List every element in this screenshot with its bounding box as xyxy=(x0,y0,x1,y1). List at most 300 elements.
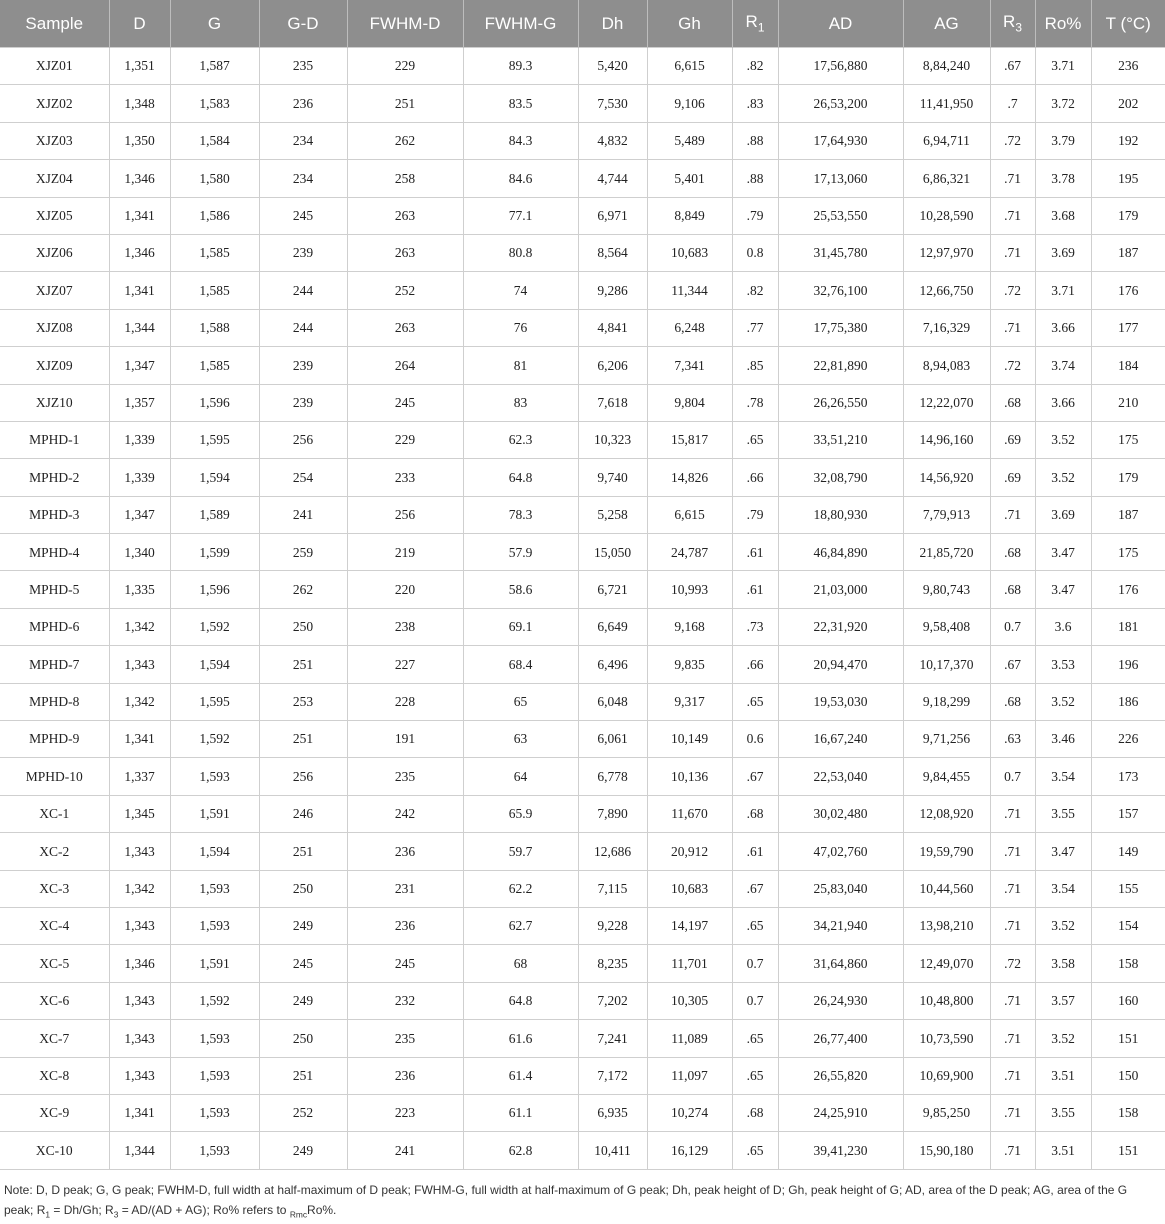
sample-cell: MPHD-1 xyxy=(0,421,109,458)
table-cell: .65 xyxy=(732,1132,778,1169)
table-cell: 234 xyxy=(259,160,347,197)
table-cell: 3.53 xyxy=(1035,646,1091,683)
table-cell: .72 xyxy=(990,347,1035,384)
table-cell: 1,343 xyxy=(109,833,170,870)
table-cell: 181 xyxy=(1091,608,1165,645)
table-cell: 241 xyxy=(347,1132,463,1169)
table-cell: 1,596 xyxy=(170,571,259,608)
table-cell: 74 xyxy=(463,272,578,309)
table-cell: 78.3 xyxy=(463,496,578,533)
table-cell: 7,172 xyxy=(578,1057,647,1094)
table-cell: 177 xyxy=(1091,309,1165,346)
column-header: Gh xyxy=(647,0,732,48)
table-cell: 18,80,930 xyxy=(778,496,903,533)
table-cell: 1,335 xyxy=(109,571,170,608)
table-cell: .85 xyxy=(732,347,778,384)
table-cell: 7,341 xyxy=(647,347,732,384)
table-cell: .61 xyxy=(732,534,778,571)
table-cell: 9,84,455 xyxy=(903,758,990,795)
table-row xyxy=(0,234,1165,271)
table-cell: 80.8 xyxy=(463,234,578,271)
table-cell: 259 xyxy=(259,534,347,571)
table-cell: 195 xyxy=(1091,160,1165,197)
table-cell: 12,66,750 xyxy=(903,272,990,309)
table-cell: 9,317 xyxy=(647,683,732,720)
table-cell: 25,83,040 xyxy=(778,870,903,907)
table-cell: 76 xyxy=(463,309,578,346)
table-cell: 4,744 xyxy=(578,160,647,197)
column-header: AD xyxy=(778,0,903,48)
table-cell: 6,721 xyxy=(578,571,647,608)
table-cell: 6,615 xyxy=(647,496,732,533)
sample-cell: XC-1 xyxy=(0,795,109,832)
table-cell: 61.6 xyxy=(463,1020,578,1057)
table-cell: 1,342 xyxy=(109,608,170,645)
table-cell: 5,258 xyxy=(578,496,647,533)
table-cell: 3.79 xyxy=(1035,122,1091,159)
table-cell: 1,342 xyxy=(109,683,170,720)
table-cell: 20,94,470 xyxy=(778,646,903,683)
table-cell: 9,835 xyxy=(647,646,732,683)
sample-cell: MPHD-8 xyxy=(0,683,109,720)
column-header: D xyxy=(109,0,170,48)
table-cell: 235 xyxy=(259,48,347,85)
table-cell: 9,168 xyxy=(647,608,732,645)
table-cell: 235 xyxy=(347,1020,463,1057)
table-row xyxy=(0,384,1165,421)
table-cell: .71 xyxy=(990,234,1035,271)
table-cell: 1,347 xyxy=(109,496,170,533)
table-cell: 3.51 xyxy=(1035,1057,1091,1094)
table-cell: 10,305 xyxy=(647,982,732,1019)
table-cell: 250 xyxy=(259,608,347,645)
table-cell: 175 xyxy=(1091,534,1165,571)
table-row xyxy=(0,721,1165,758)
table-cell: 1,592 xyxy=(170,982,259,1019)
column-header: $R_3$ xyxy=(990,0,1035,48)
table-cell: 7,79,913 xyxy=(903,496,990,533)
table-cell: .88 xyxy=(732,160,778,197)
table-cell: 64.8 xyxy=(463,982,578,1019)
table-row xyxy=(0,758,1165,795)
table-cell: 61.1 xyxy=(463,1094,578,1131)
table-cell: 263 xyxy=(347,234,463,271)
table-cell: 1,595 xyxy=(170,683,259,720)
table-cell: .65 xyxy=(732,1020,778,1057)
table-cell: 0.7 xyxy=(732,982,778,1019)
table-cell: .69 xyxy=(990,421,1035,458)
table-cell: 151 xyxy=(1091,1020,1165,1057)
table-cell: 1,593 xyxy=(170,758,259,795)
table-cell: .77 xyxy=(732,309,778,346)
table-cell: 3.74 xyxy=(1035,347,1091,384)
table-cell: 84.3 xyxy=(463,122,578,159)
table-cell: 10,683 xyxy=(647,870,732,907)
table-cell: 3.58 xyxy=(1035,945,1091,982)
table-cell: 62.3 xyxy=(463,421,578,458)
table-cell: .66 xyxy=(732,459,778,496)
table-cell: 1,583 xyxy=(170,85,259,122)
table-cell: 1,593 xyxy=(170,907,259,944)
table-cell: 0.7 xyxy=(732,945,778,982)
table-cell: 1,343 xyxy=(109,982,170,1019)
table-cell: .71 xyxy=(990,907,1035,944)
table-cell: 24,787 xyxy=(647,534,732,571)
table-cell: 3.46 xyxy=(1035,721,1091,758)
table-cell: .71 xyxy=(990,795,1035,832)
table-cell: .61 xyxy=(732,833,778,870)
sample-cell: XC-7 xyxy=(0,1020,109,1057)
table-cell: 251 xyxy=(259,1057,347,1094)
table-cell: 0.6 xyxy=(732,721,778,758)
table-cell: .71 xyxy=(990,309,1035,346)
table-cell: 1,585 xyxy=(170,234,259,271)
table-cell: 34,21,940 xyxy=(778,907,903,944)
table-cell: 252 xyxy=(347,272,463,309)
table-cell: 3.52 xyxy=(1035,1020,1091,1057)
table-cell: 62.8 xyxy=(463,1132,578,1169)
column-header: Dh xyxy=(578,0,647,48)
sample-cell: XJZ06 xyxy=(0,234,109,271)
table-row xyxy=(0,534,1165,571)
table-cell: 3.47 xyxy=(1035,833,1091,870)
table-cell: 1,341 xyxy=(109,272,170,309)
table-row xyxy=(0,122,1165,159)
table-cell: 39,41,230 xyxy=(778,1132,903,1169)
table-cell: 64.8 xyxy=(463,459,578,496)
table-cell: 249 xyxy=(259,1132,347,1169)
table-cell: 1,339 xyxy=(109,459,170,496)
table-cell: 30,02,480 xyxy=(778,795,903,832)
table-cell: 15,050 xyxy=(578,534,647,571)
table-cell: 219 xyxy=(347,534,463,571)
table-row xyxy=(0,272,1165,309)
table-cell: .82 xyxy=(732,48,778,85)
table-cell: .67 xyxy=(990,48,1035,85)
table-row xyxy=(0,982,1165,1019)
table-cell: 7,530 xyxy=(578,85,647,122)
table-cell: 10,149 xyxy=(647,721,732,758)
table-cell: 68 xyxy=(463,945,578,982)
table-cell: 81 xyxy=(463,347,578,384)
table-cell: 184 xyxy=(1091,347,1165,384)
table-cell: 1,591 xyxy=(170,945,259,982)
sample-cell: XC-3 xyxy=(0,870,109,907)
table-cell: 253 xyxy=(259,683,347,720)
table-cell: 238 xyxy=(347,608,463,645)
table-cell: 6,649 xyxy=(578,608,647,645)
table-cell: 63 xyxy=(463,721,578,758)
table-cell: 68.4 xyxy=(463,646,578,683)
sample-cell: MPHD-7 xyxy=(0,646,109,683)
table-cell: 3.71 xyxy=(1035,272,1091,309)
table-cell: .66 xyxy=(732,646,778,683)
table-cell: 210 xyxy=(1091,384,1165,421)
table-cell: 8,84,240 xyxy=(903,48,990,85)
table-cell: 11,670 xyxy=(647,795,732,832)
table-cell: 3.52 xyxy=(1035,683,1091,720)
table-cell: .68 xyxy=(990,534,1035,571)
table-cell: .72 xyxy=(990,272,1035,309)
table-cell: .68 xyxy=(990,683,1035,720)
table-cell: 14,826 xyxy=(647,459,732,496)
sample-cell: MPHD-6 xyxy=(0,608,109,645)
table-cell: 231 xyxy=(347,870,463,907)
table-cell: 84.6 xyxy=(463,160,578,197)
table-cell: 10,73,590 xyxy=(903,1020,990,1057)
table-cell: 0.8 xyxy=(732,234,778,271)
sample-cell: XC-6 xyxy=(0,982,109,1019)
table-cell: 12,97,970 xyxy=(903,234,990,271)
table-cell: 89.3 xyxy=(463,48,578,85)
table-cell: 13,98,210 xyxy=(903,907,990,944)
column-header: T (°C) xyxy=(1091,0,1165,48)
sample-cell: MPHD-3 xyxy=(0,496,109,533)
table-cell: 9,85,250 xyxy=(903,1094,990,1131)
table-cell: 3.51 xyxy=(1035,1132,1091,1169)
table-cell: 0.7 xyxy=(990,758,1035,795)
table-cell: 250 xyxy=(259,1020,347,1057)
table-cell: 251 xyxy=(259,833,347,870)
table-cell: 150 xyxy=(1091,1057,1165,1094)
table-cell: 1,599 xyxy=(170,534,259,571)
table-cell: 234 xyxy=(259,122,347,159)
table-cell: 3.68 xyxy=(1035,197,1091,234)
table-cell: 6,206 xyxy=(578,347,647,384)
table-row xyxy=(0,833,1165,870)
table-cell: .71 xyxy=(990,1132,1035,1169)
table-row xyxy=(0,571,1165,608)
table-cell: .68 xyxy=(990,571,1035,608)
table-cell: .82 xyxy=(732,272,778,309)
table-cell: .71 xyxy=(990,1057,1035,1094)
table-cell: 3.52 xyxy=(1035,421,1091,458)
table-cell: 149 xyxy=(1091,833,1165,870)
table-cell: 3.52 xyxy=(1035,907,1091,944)
table-cell: 3.66 xyxy=(1035,309,1091,346)
table-cell: 9,804 xyxy=(647,384,732,421)
table-cell: 20,912 xyxy=(647,833,732,870)
table-cell: 58.6 xyxy=(463,571,578,608)
table-cell: .71 xyxy=(990,870,1035,907)
table-cell: 1,585 xyxy=(170,272,259,309)
table-cell: 1,580 xyxy=(170,160,259,197)
table-cell: 1,351 xyxy=(109,48,170,85)
table-cell: 157 xyxy=(1091,795,1165,832)
table-cell: 179 xyxy=(1091,459,1165,496)
table-cell: 3.72 xyxy=(1035,85,1091,122)
table-cell: 186 xyxy=(1091,683,1165,720)
table-cell: 236 xyxy=(347,907,463,944)
table-cell: 31,64,860 xyxy=(778,945,903,982)
table-cell: 173 xyxy=(1091,758,1165,795)
table-cell: 10,683 xyxy=(647,234,732,271)
table-cell: 14,197 xyxy=(647,907,732,944)
table-cell: 244 xyxy=(259,309,347,346)
table-cell: 10,993 xyxy=(647,571,732,608)
column-header: G xyxy=(170,0,259,48)
table-cell: 6,615 xyxy=(647,48,732,85)
table-cell: 7,241 xyxy=(578,1020,647,1057)
table-cell: 263 xyxy=(347,197,463,234)
table-cell: 9,228 xyxy=(578,907,647,944)
table-cell: .67 xyxy=(732,758,778,795)
table-cell: 1,343 xyxy=(109,646,170,683)
table-cell: 4,832 xyxy=(578,122,647,159)
table-cell: 187 xyxy=(1091,234,1165,271)
table-cell: .71 xyxy=(990,496,1035,533)
table-cell: 191 xyxy=(347,721,463,758)
table-cell: 1,594 xyxy=(170,833,259,870)
table-cell: 236 xyxy=(1091,48,1165,85)
table-row xyxy=(0,907,1165,944)
table-cell: 158 xyxy=(1091,945,1165,982)
table-cell: 6,248 xyxy=(647,309,732,346)
table-cell: 239 xyxy=(259,384,347,421)
table-row xyxy=(0,683,1165,720)
table-cell: 239 xyxy=(259,234,347,271)
table-cell: 4,841 xyxy=(578,309,647,346)
table-cell: 236 xyxy=(259,85,347,122)
table-cell: 262 xyxy=(347,122,463,159)
table-cell: 1,341 xyxy=(109,197,170,234)
column-header: FWHM-G xyxy=(463,0,578,48)
table-cell: 1,345 xyxy=(109,795,170,832)
table-cell: 1,591 xyxy=(170,795,259,832)
table-cell: 5,489 xyxy=(647,122,732,159)
table-cell: 6,971 xyxy=(578,197,647,234)
table-cell: 1,340 xyxy=(109,534,170,571)
table-cell: 1,593 xyxy=(170,1132,259,1169)
table-cell: 1,341 xyxy=(109,1094,170,1131)
table-cell: 3.71 xyxy=(1035,48,1091,85)
table-cell: 1,350 xyxy=(109,122,170,159)
table-cell: 1,584 xyxy=(170,122,259,159)
sample-cell: XJZ02 xyxy=(0,85,109,122)
sample-cell: MPHD-10 xyxy=(0,758,109,795)
table-cell: 251 xyxy=(259,721,347,758)
table-cell: .7 xyxy=(990,85,1035,122)
table-cell: 3.57 xyxy=(1035,982,1091,1019)
table-cell: 1,593 xyxy=(170,1094,259,1131)
table-cell: 235 xyxy=(347,758,463,795)
table-cell: 9,58,408 xyxy=(903,608,990,645)
table-row xyxy=(0,608,1165,645)
table-cell: 10,48,800 xyxy=(903,982,990,1019)
table-cell: 69.1 xyxy=(463,608,578,645)
table-cell: 17,13,060 xyxy=(778,160,903,197)
table-cell: 192 xyxy=(1091,122,1165,159)
table-cell: 264 xyxy=(347,347,463,384)
table-cell: 1,596 xyxy=(170,384,259,421)
table-cell: 151 xyxy=(1091,1132,1165,1169)
table-cell: 1,342 xyxy=(109,870,170,907)
table-cell: 24,25,910 xyxy=(778,1094,903,1131)
table-cell: 1,357 xyxy=(109,384,170,421)
table-cell: 245 xyxy=(259,945,347,982)
table-cell: 11,089 xyxy=(647,1020,732,1057)
table-cell: .68 xyxy=(990,384,1035,421)
sample-cell: XJZ07 xyxy=(0,272,109,309)
table-cell: 62.7 xyxy=(463,907,578,944)
table-cell: .71 xyxy=(990,1094,1035,1131)
table-cell: 83.5 xyxy=(463,85,578,122)
table-cell: 3.55 xyxy=(1035,1094,1091,1131)
table-cell: 242 xyxy=(347,795,463,832)
table-cell: 21,03,000 xyxy=(778,571,903,608)
table-cell: .71 xyxy=(990,197,1035,234)
table-cell: 19,53,030 xyxy=(778,683,903,720)
table-cell: 9,740 xyxy=(578,459,647,496)
table-cell: 12,49,070 xyxy=(903,945,990,982)
table-cell: 1,348 xyxy=(109,85,170,122)
table-cell: 65.9 xyxy=(463,795,578,832)
table-row xyxy=(0,421,1165,458)
table-cell: .61 xyxy=(732,571,778,608)
table-cell: 6,935 xyxy=(578,1094,647,1131)
table-cell: 65 xyxy=(463,683,578,720)
footnote-text: Note: D, D peak; G, G peak; FWHM-D, full width at half-maximum of D peak; FWHM-G, full width at half-maximum of G peak; Dh, peak height of D; Gh, peak height of G; AD, area of the D peak; AG, area of the G peak; R xyxy=(4,1182,1128,1217)
table-row xyxy=(0,1132,1165,1169)
table-cell: 32,76,100 xyxy=(778,272,903,309)
table-cell: 59.7 xyxy=(463,833,578,870)
table-cell: 47,02,760 xyxy=(778,833,903,870)
table-cell: .65 xyxy=(732,683,778,720)
table-cell: 31,45,780 xyxy=(778,234,903,271)
table-cell: 245 xyxy=(347,384,463,421)
table-cell: 8,564 xyxy=(578,234,647,271)
table-cell: 226 xyxy=(1091,721,1165,758)
table-cell: 10,28,590 xyxy=(903,197,990,234)
table-cell: 256 xyxy=(347,496,463,533)
table-cell: 25,53,550 xyxy=(778,197,903,234)
table-cell: 187 xyxy=(1091,496,1165,533)
sample-cell: MPHD-9 xyxy=(0,721,109,758)
table-cell: 10,411 xyxy=(578,1132,647,1169)
table-header-row xyxy=(0,0,1165,48)
table-cell: 233 xyxy=(347,459,463,496)
table-cell: 227 xyxy=(347,646,463,683)
table-cell: .65 xyxy=(732,907,778,944)
table-cell: 11,701 xyxy=(647,945,732,982)
table-cell: 3.78 xyxy=(1035,160,1091,197)
table-cell: 179 xyxy=(1091,197,1165,234)
table-cell: 229 xyxy=(347,48,463,85)
table-cell: .65 xyxy=(732,1057,778,1094)
sample-cell: XC-8 xyxy=(0,1057,109,1094)
table-cell: 17,64,930 xyxy=(778,122,903,159)
table-cell: .71 xyxy=(990,160,1035,197)
table-cell: 17,75,380 xyxy=(778,309,903,346)
table-cell: 15,817 xyxy=(647,421,732,458)
table-row xyxy=(0,795,1165,832)
table-row xyxy=(0,1057,1165,1094)
table-cell: 1,589 xyxy=(170,496,259,533)
table-cell: 3.69 xyxy=(1035,234,1091,271)
table-cell: 61.4 xyxy=(463,1057,578,1094)
table-cell: 7,115 xyxy=(578,870,647,907)
table-cell: 252 xyxy=(259,1094,347,1131)
table-cell: 16,67,240 xyxy=(778,721,903,758)
table-cell: 1,347 xyxy=(109,347,170,384)
table-row xyxy=(0,85,1165,122)
table-row xyxy=(0,197,1165,234)
table-cell: 3.52 xyxy=(1035,459,1091,496)
table-cell: 228 xyxy=(347,683,463,720)
table-cell: 10,274 xyxy=(647,1094,732,1131)
table-cell: 176 xyxy=(1091,571,1165,608)
table-cell: 263 xyxy=(347,309,463,346)
